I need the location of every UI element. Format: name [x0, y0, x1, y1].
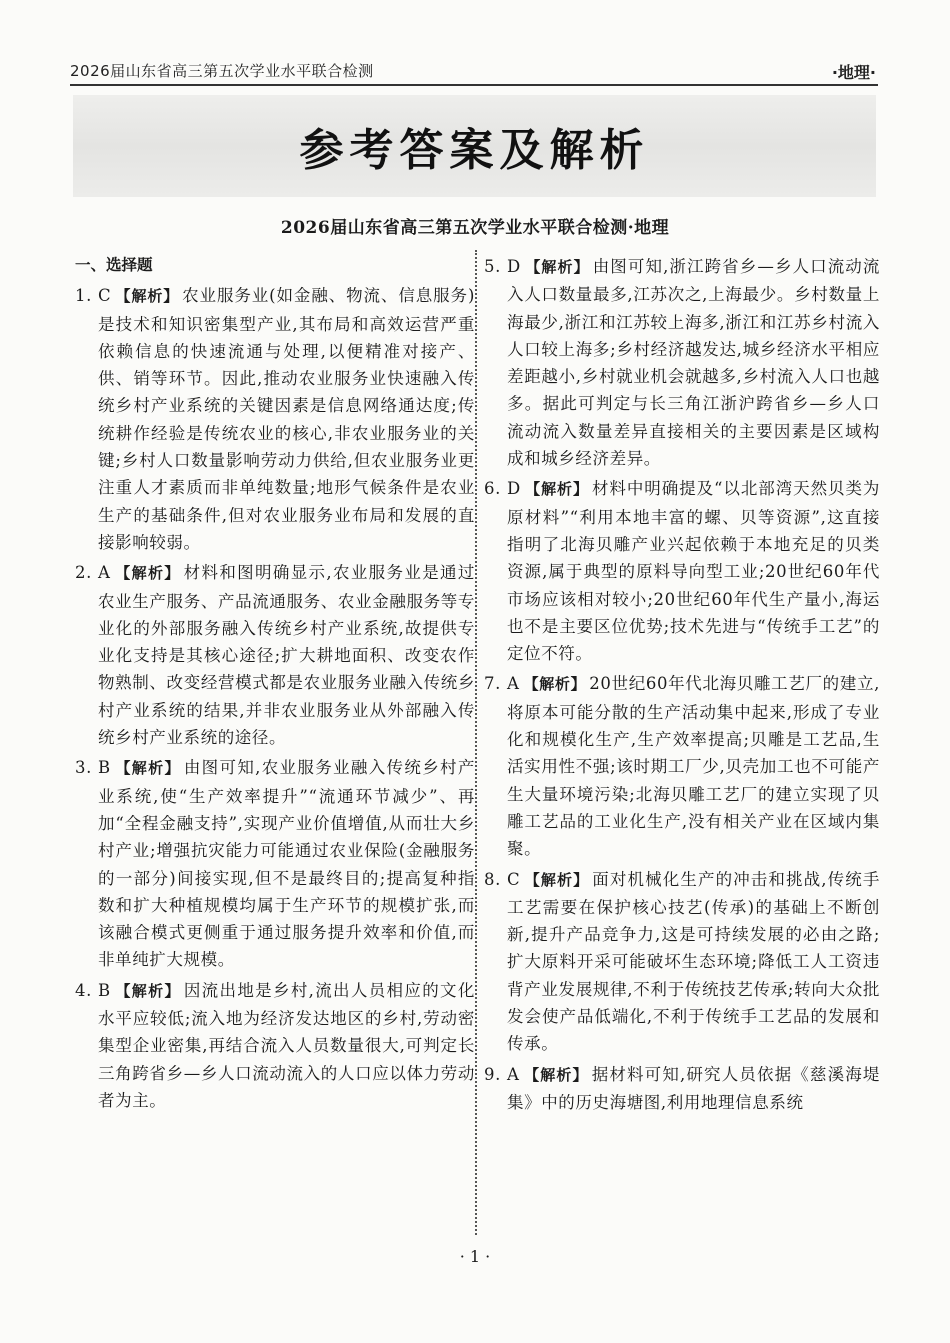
banner-title: 参考答案及解析: [299, 125, 650, 176]
answer-item: [484, 866, 880, 1058]
item-number: 7.: [484, 674, 501, 694]
left-column: [75, 252, 475, 1117]
item-explanation: 农业服务业(如金融、物流、信息服务)是技术和知识密集型产业,其布局和高效运营严重依赖信息的快速流通与处理,以便精准对接产、供、销等环节。因此,推动农业服务业快速融入传统乡村产业系统的关键因素是信息网络通达度;传统耕作经验是传统农业的核心,非农业服务业的关键;乡村人口数量影响劳动力供给,但农业服务业更注重人才素质而非单纯数量;地形气候条件是农业生产的基础条件,但对农业服务业布局和发展的直接影响较弱。: [98, 286, 475, 552]
item-number: 2.: [75, 563, 92, 583]
item-answer: A: [507, 674, 520, 694]
analysis-tag: 【解析】: [523, 1065, 589, 1084]
title-banner: [73, 95, 876, 197]
item-answer: C: [98, 286, 112, 306]
item-answer: C: [507, 869, 521, 889]
item-number: 3.: [75, 758, 92, 778]
item-explanation: 由图可知,浙江跨省乡—乡人口流动流入人口数量最多,江苏次之,上海最少。乡村数量上海最少,浙江和江苏较上海多,浙江和江苏乡村流入人口较上海多;乡村经济越发达,城乡经济水平相应差距越小,乡村就业机会就越多,乡村流入人口也越多。据此可判定与长三角江浙沪跨省乡—乡人口流动流入数量差异直接相关的主要因素是区域构成和城乡经济差异。: [507, 257, 880, 469]
item-explanation: 20世纪60年代北海贝雕工艺厂的建立,将原本可能分散的生产活动集中起来,形成了专业化和规模化生产,生产效率提高;贝雕是工艺品,生活实用性不强;该时期工厂少,贝壳加工也不可能产生大量环境污染;北海贝雕工艺厂的建立实现了贝雕工艺品的工业化生产,没有相关产业在区域内集聚。: [507, 674, 881, 859]
item-number: 9.: [484, 1064, 501, 1084]
running-header: [70, 60, 878, 86]
page-number: · 1 ·: [459, 1247, 491, 1266]
item-explanation: 材料中明确提及“以北部湾天然贝类为原材料”“利用本地丰富的螺、贝等资源”,这直接指明了北海贝雕产业兴起依赖于本地充足的贝类资源,属于典型的原料导向型工业;20世纪60年代市场应该相对较小;20世纪60年代生产量小,海运也不是主要区位优势;技术先进与“传统手工艺”的定位不符。: [507, 479, 880, 664]
item-answer: D: [507, 479, 521, 499]
answer-item: [75, 559, 475, 751]
answer-item: [484, 1061, 880, 1117]
header-exam-title: 2026届山东省高三第五次学业水平联合检测: [70, 62, 374, 80]
column-divider: [475, 250, 477, 1235]
answer-item: [484, 670, 880, 862]
left-answer-list: [75, 282, 475, 1114]
analysis-tag: 【解析】: [115, 287, 180, 306]
item-explanation: 据材料可知,研究人员依据《慈溪海堤集》中的历史海塘图,利用地理信息系统: [507, 1064, 880, 1112]
item-answer: B: [98, 980, 111, 1000]
item-number: 8.: [484, 869, 501, 889]
analysis-tag: 【解析】: [524, 870, 590, 889]
answer-item: [484, 253, 880, 472]
document-title: 2026届山东省高三第五次学业水平联合检测·地理: [280, 218, 670, 238]
item-number: 5.: [484, 257, 501, 276]
answer-item: [75, 977, 475, 1114]
analysis-tag: 【解析】: [114, 759, 181, 778]
item-number: 1.: [75, 286, 92, 306]
item-answer: A: [507, 1064, 520, 1084]
answer-item: [484, 475, 880, 667]
item-explanation: 因流出地是乡村,流出人员相应的文化水平应较低;流入地为经济发达地区的乡村,劳动密集型企业密集,再结合流入人员数量很大,可判定长三角跨省乡—乡人口流动流入的人口应以体力劳动者为主。: [98, 980, 475, 1110]
item-number: 4.: [75, 980, 92, 1000]
answer-item: [75, 754, 475, 973]
item-explanation: 由图可知,农业服务业融入传统乡村产业系统,使“生产效率提升”“流通环节减少”、再加“全程金融支持”,实现产业价值增值,从而壮大乡村产业;增强抗灾能力可能通过农业保险(金融服务的一部分)间接实现,但不是最终目的;提高复种指数和扩大种植规模均属于生产环节的规模扩张,而该融合模式更侧重于通过服务提升效率和价值,而非单纯扩大规模。: [98, 758, 475, 970]
analysis-tag: 【解析】: [523, 675, 587, 694]
analysis-tag: 【解析】: [114, 564, 181, 583]
header-subject: ·地理·: [831, 63, 876, 82]
item-explanation: 材料和图明确显示,农业服务业是通过农业生产服务、产品流通服务、农业金融服务等专业化的外部服务融入传统乡村产业系统,故提供专业化支持是其核心途径;扩大耕地面积、改变农作物熟制、改变经营模式都是农业服务业融入传统乡村产业系统的结果,并非农业服务业从外部融入传统乡村产业系统的途径。: [98, 563, 475, 748]
item-answer: D: [507, 257, 521, 276]
section-heading: 一、选择题: [75, 256, 153, 274]
item-explanation: 面对机械化生产的冲击和挑战,传统手工艺需要在保护核心技艺(传承)的基础上不断创新,提升产品竞争力,这是可持续发展的必由之路;扩大原料开采可能破坏生态环境;降低工人工资违背产业发展规律,不利于传统技艺传承;转向大众批发会使产品低端化,不利于传统手工艺品的发展和传承。: [507, 869, 880, 1054]
right-answer-list: [484, 253, 880, 1116]
right-column: [484, 253, 880, 1119]
analysis-tag: 【解析】: [524, 480, 589, 499]
item-number: 6.: [484, 479, 501, 499]
analysis-tag: 【解析】: [114, 981, 181, 1000]
analysis-tag: 【解析】: [524, 258, 590, 276]
answer-item: [75, 282, 475, 556]
item-answer: A: [98, 563, 111, 583]
item-answer: B: [98, 758, 111, 778]
